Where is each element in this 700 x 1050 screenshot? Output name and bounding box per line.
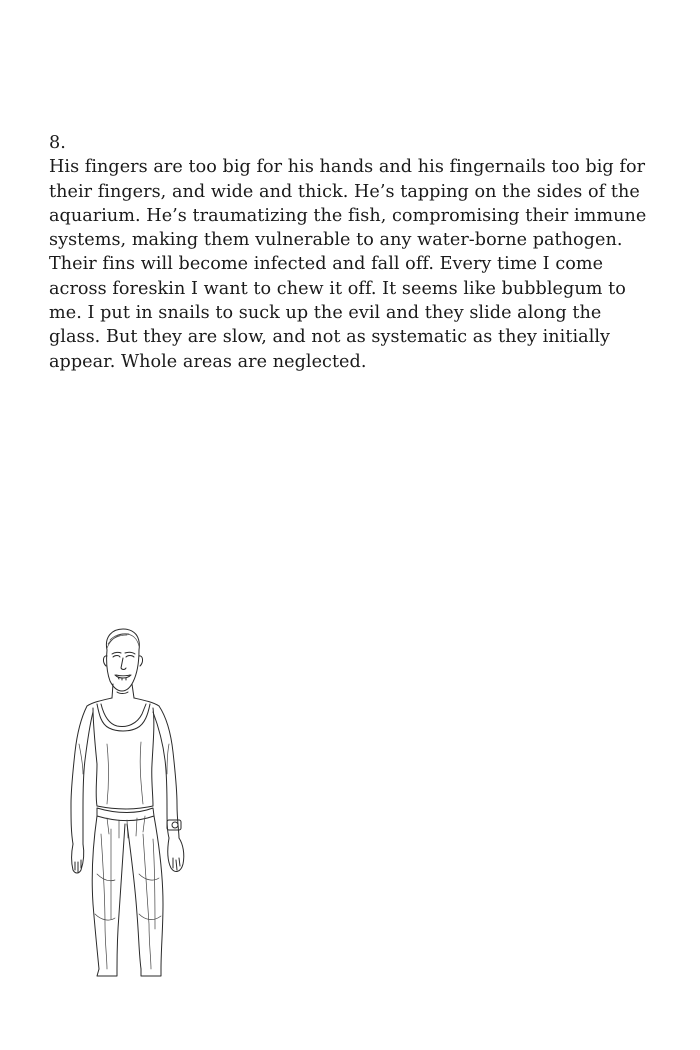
tank-top-hem: [97, 806, 153, 809]
torso-left: [93, 708, 97, 806]
paragraph-line: their fingers, and wide and thick. He’s tapping on the sides of the: [49, 181, 640, 202]
trousers-left-leg: [92, 816, 99, 969]
right-ear: [139, 656, 143, 666]
nose: [121, 658, 126, 670]
left-eye: [113, 656, 120, 658]
paragraph-line: across foreskin I want to chew it off. It seems like bubblegum to: [49, 278, 626, 299]
man-drawing: [57, 624, 202, 982]
torso-right: [152, 708, 154, 806]
shoulders: [87, 698, 159, 706]
trousers-right-leg: [154, 816, 163, 969]
right-eye: [126, 656, 134, 658]
left-arm: [71, 706, 87, 844]
hairline: [107, 634, 139, 648]
waistband: [97, 808, 154, 821]
paragraph-line: aquarium. He’s traumatizing the fish, compromising their immune: [49, 205, 647, 226]
paragraph-line: glass. But they are slow, and not as systematic as they initially: [49, 327, 611, 348]
paragraph-line: me. I put in snails to suck up the evil and they slide along the: [49, 303, 602, 324]
paragraph-line: systems, making them vulnerable to any water-borne pathogen.: [49, 230, 623, 251]
right-foot: [141, 969, 161, 976]
story-section: [49, 131, 659, 374]
paragraph-line: appear. Whole areas are neglected.: [49, 351, 367, 372]
section-number: 8.: [49, 133, 66, 153]
paragraph-line: Their fins will become infected and fall off. Every time I come: [49, 254, 604, 275]
paragraph-line: His fingers are too big for his hands and his fingernails too big for: [49, 157, 646, 178]
right-hand: [168, 838, 184, 871]
man-illustration: [57, 624, 202, 982]
left-foot: [97, 969, 117, 976]
wristwatch-icon: [167, 820, 181, 830]
right-arm: [159, 706, 179, 838]
